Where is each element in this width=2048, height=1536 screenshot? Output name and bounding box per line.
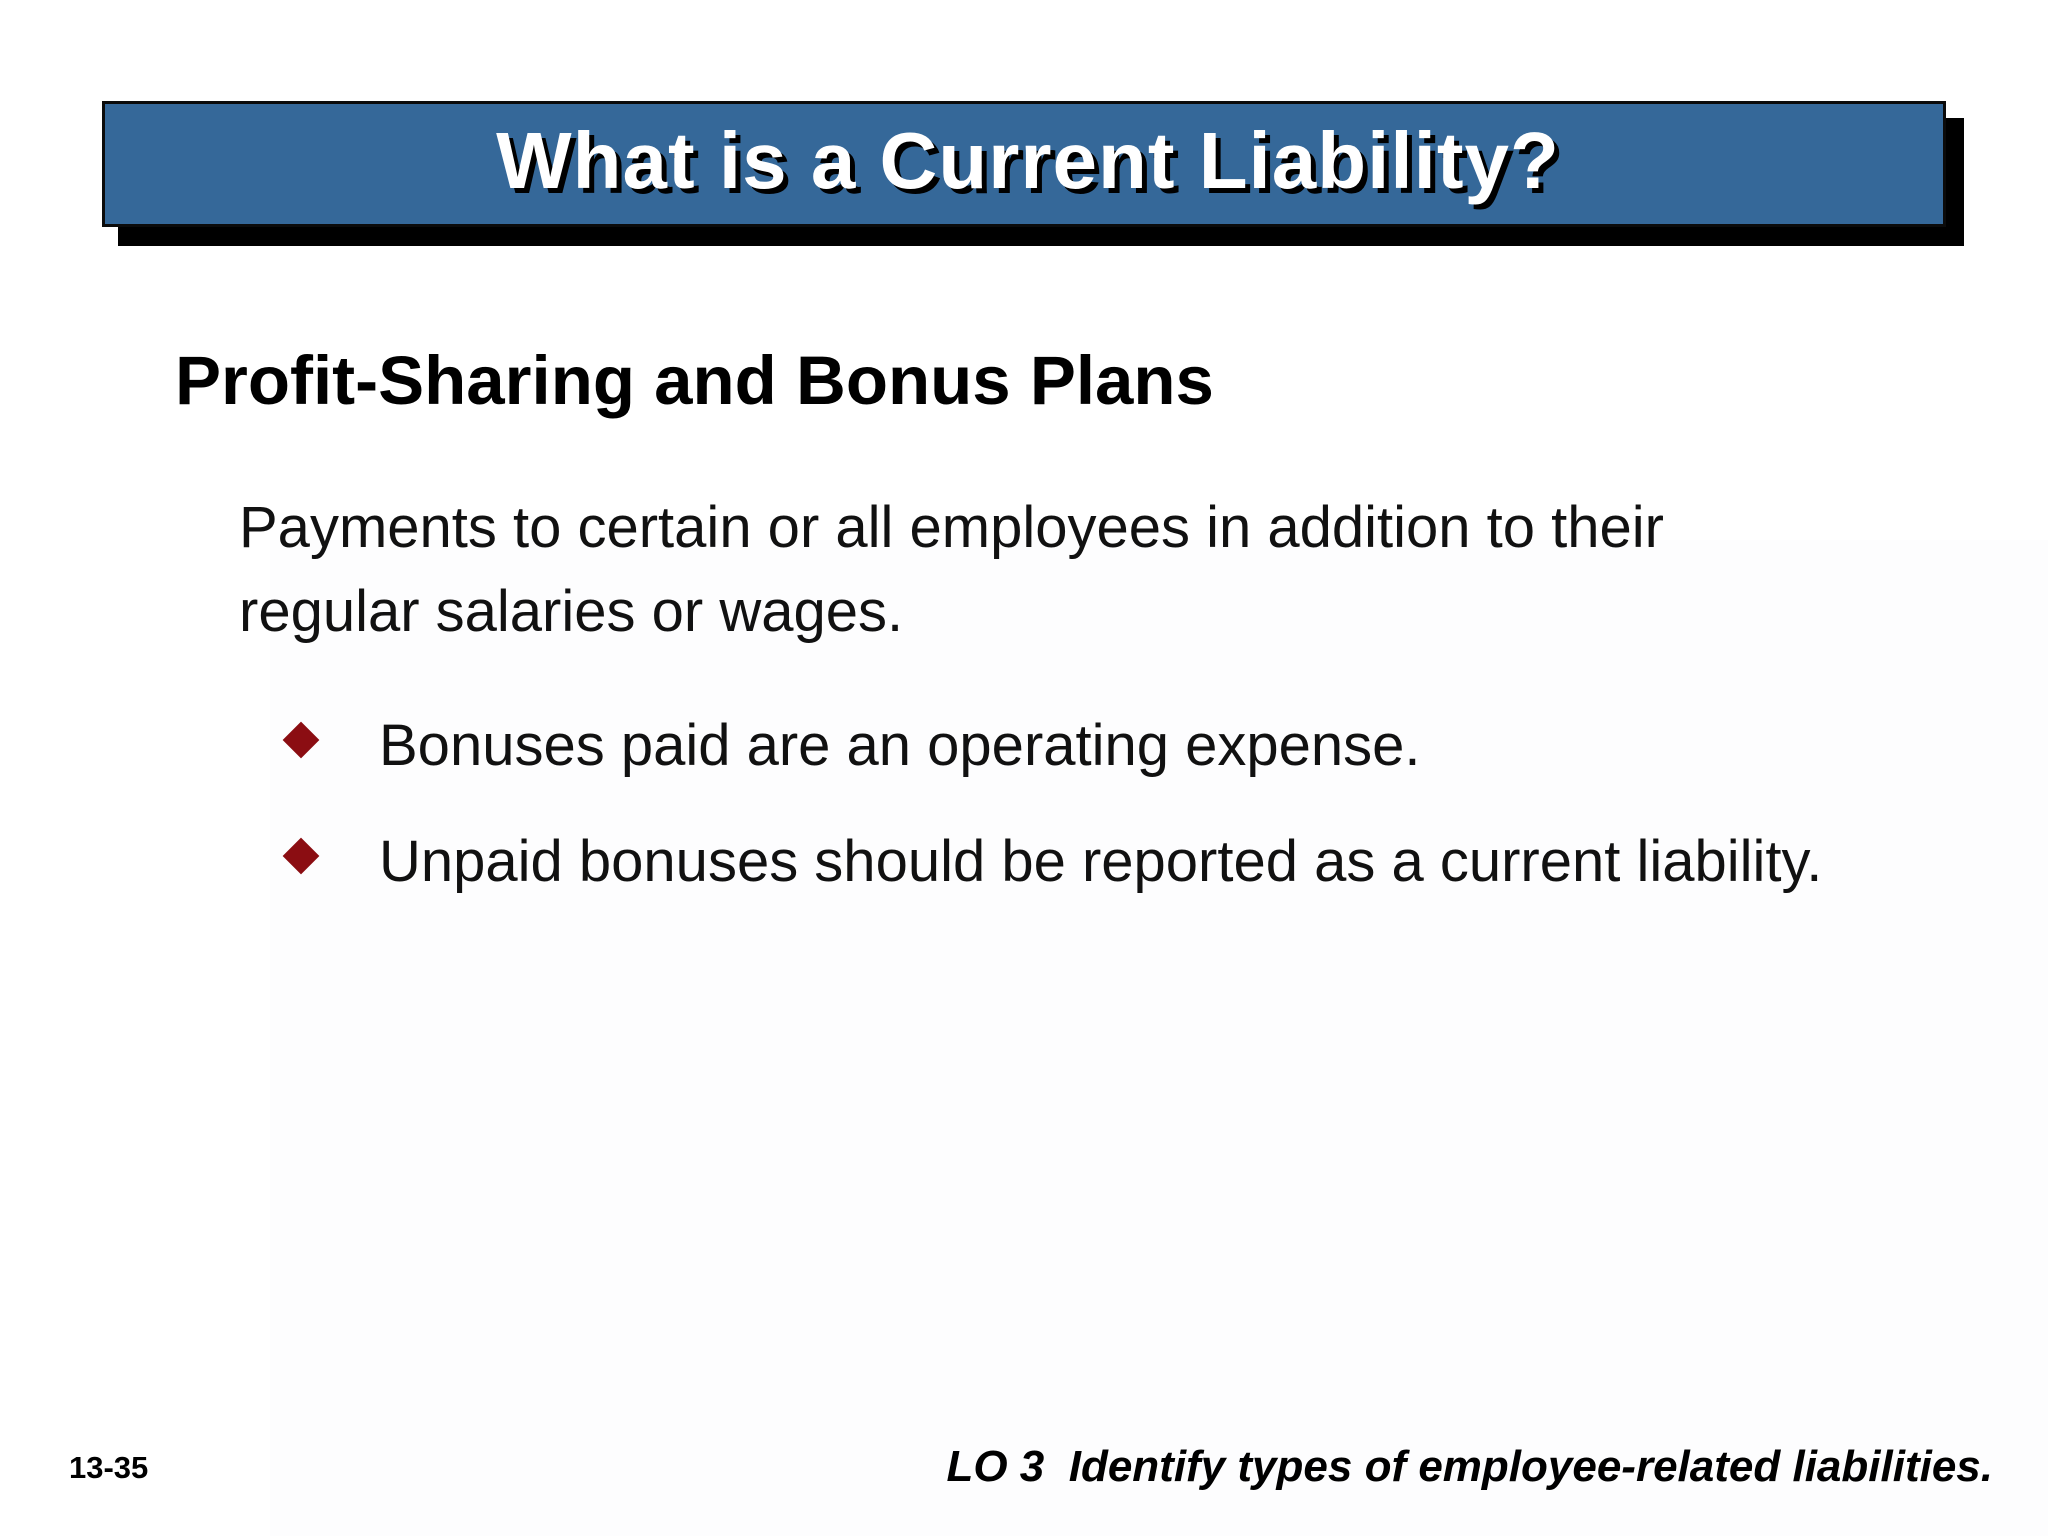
section-heading: Profit-Sharing and Bonus Plans bbox=[175, 342, 1214, 419]
learning-objective: LO 3 Identify types of employee-related liabilities. bbox=[946, 1442, 1993, 1491]
page-number: 13-35 bbox=[69, 1450, 149, 1485]
diamond-bullet-icon bbox=[283, 722, 320, 759]
bullet-item bbox=[0, 822, 2048, 902]
bullet-text: Unpaid bonuses should be reported as a current liability. bbox=[379, 829, 1823, 894]
diamond-bullet-icon bbox=[283, 838, 320, 875]
content-background bbox=[270, 540, 2048, 1536]
bullet-item bbox=[0, 706, 2048, 786]
definition-paragraph: Payments to certain or all employees in addition to their regular salaries or wages. bbox=[239, 495, 1664, 644]
slide-title: What is a Current Liability? bbox=[496, 116, 1560, 205]
bullet-text: Bonuses paid are an operating expense. bbox=[379, 713, 1421, 778]
title-bar bbox=[102, 101, 1946, 227]
